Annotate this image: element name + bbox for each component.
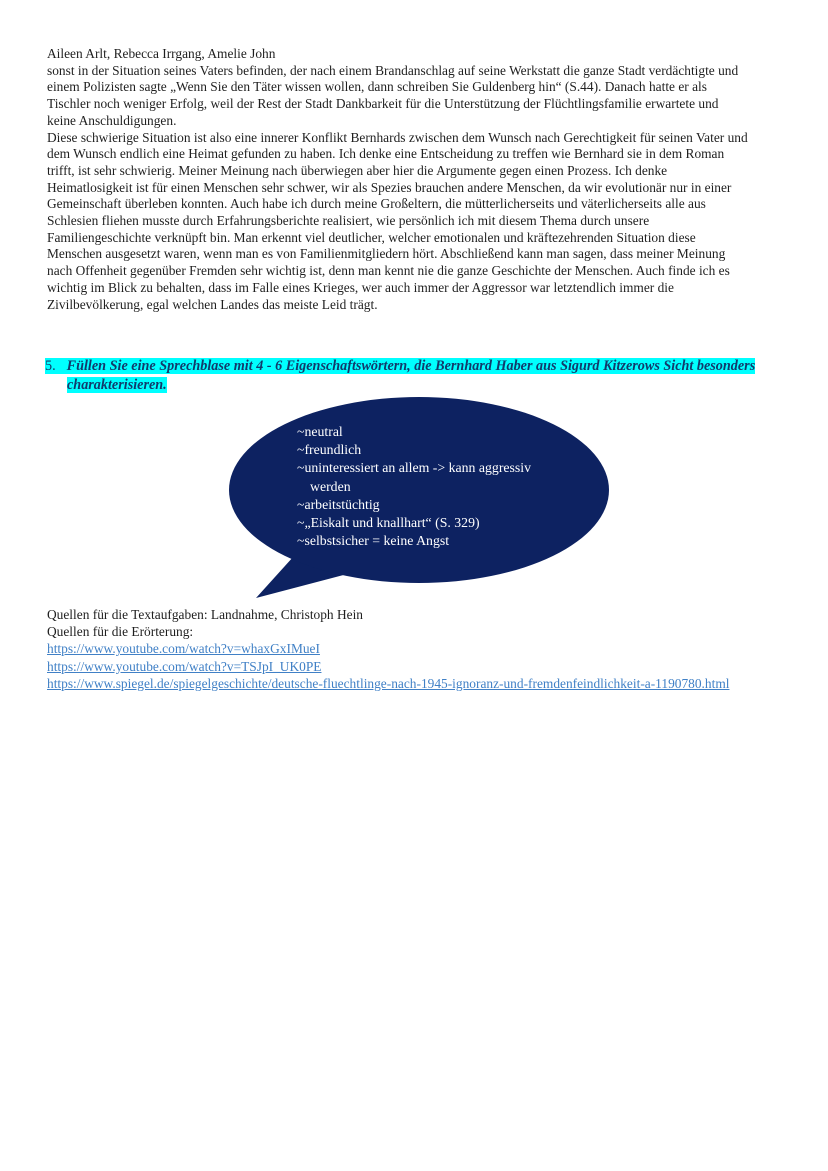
essay-paragraph-1: sonst in der Situation seines Vaters befinden, der nach einem Brandanschlag auf seine Werkstatt die ganze Stadt verdächtigte und einem Polizisten sagte „Wenn Sie den Täter wissen wollen, dann schreiben Sie Guldenberg hin“ (S.44). Danach hatte er als Tischler noch weniger Erfolg, weil der Rest der Stadt Dankbarkeit für die Unterstützung der Flüchtlingsfamilie erwartete und keine Anschuldigungen.	[47, 62, 739, 128]
speech-bubble	[228, 396, 612, 606]
task-instruction-text: Füllen Sie eine Sprechblase mit 4 - 6 Eigenschaftswörtern, die Bernhard Haber aus Sigurd Kitzerows Sicht besonders charakterisieren.	[66, 358, 756, 393]
task-item-5	[45, 357, 773, 395]
bubble-item: ~neutral	[297, 424, 343, 439]
bubble-text-list	[297, 423, 569, 550]
source-link-spiegel[interactable]: https://www.spiegel.de/spiegelgeschichte/deutsche-fluechtlinge-nach-1945-ignoranz-und-fremdenfeindlichkeit-a-1190780.html	[47, 675, 730, 691]
bubble-item: ~arbeitstüchtig	[297, 496, 380, 512]
authors-line: Aileen Arlt, Rebecca Irrgang, Amelie John	[47, 46, 276, 61]
sources-heading-eroerterung: Quellen für die Erörterung:	[47, 624, 194, 640]
source-link-youtube-1[interactable]: https://www.youtube.com/watch?v=whaxGxIMueI	[47, 641, 320, 657]
sources-section	[47, 606, 752, 692]
sources-heading-textaufgaben: Quellen für die Textaufgaben: Landnahme, Christoph Hein	[47, 607, 364, 622]
bubble-item: ~freundlich	[297, 442, 362, 458]
source-link-youtube-2[interactable]: https://www.youtube.com/watch?v=TSJpI_UK0PE	[47, 658, 322, 674]
bubble-item: ~„Eiskalt und knallhart“ (S. 329)	[297, 515, 480, 531]
essay-body	[47, 46, 748, 313]
bubble-item: ~selbstsicher = keine Angst	[297, 533, 450, 549]
bubble-item: ~uninteressiert an allem -> kann aggressiv werden	[297, 460, 532, 494]
essay-paragraph-2: Diese schwierige Situation ist also eine innerer Konflikt Bernhards zwischen dem Wunsch nach Gerechtigkeit für seinen Vater und dem Wunsch endlich eine Heimat gefunden zu haben. Ich denke eine Entscheidung zu treffen wie Bernhard sie in dem Roman trifft, ist sehr schwierig. Meiner Meinung nach überwiegen aber hier die Argumente gegen einen Prozess. Ich denke Heimatlosigkeit ist für einen Menschen sehr schwer, wir als Spezies brauchen andere Menschen, da wir evolutionär nur in einer Gemeinschaft überleben konnten. Auch habe ich durch meine Großeltern, die mütterlicherseits und väterlicherseits alle aus Schlesien fliehen musste durch Erfahrungsberichte realisiert, wie persönlich ich mit diesem Thema durch unsere Familiengeschichte verknüpft bin. Man erkennt viel deutlicher, welcher emotionalen und kräftezehrenden Situation diese Menschen ausgesetzt waren, wenn man es von Familienmitgliedern hört. Abschließend kann man sagen, dass meiner Meinung nach Offenheit gegenüber Fremden sehr wichtig ist, denn man kennt nie die ganze Geschichte der Menschen. Auch finde ich es wichtig im Blick zu behalten, dass im Falle eines Krieges, wer auch immer der Aggressor war letztendlich immer die Zivilbevölkerung, egal welchen Landes das meiste Leid trägt.	[47, 129, 748, 312]
task-number: 5.	[45, 358, 67, 374]
